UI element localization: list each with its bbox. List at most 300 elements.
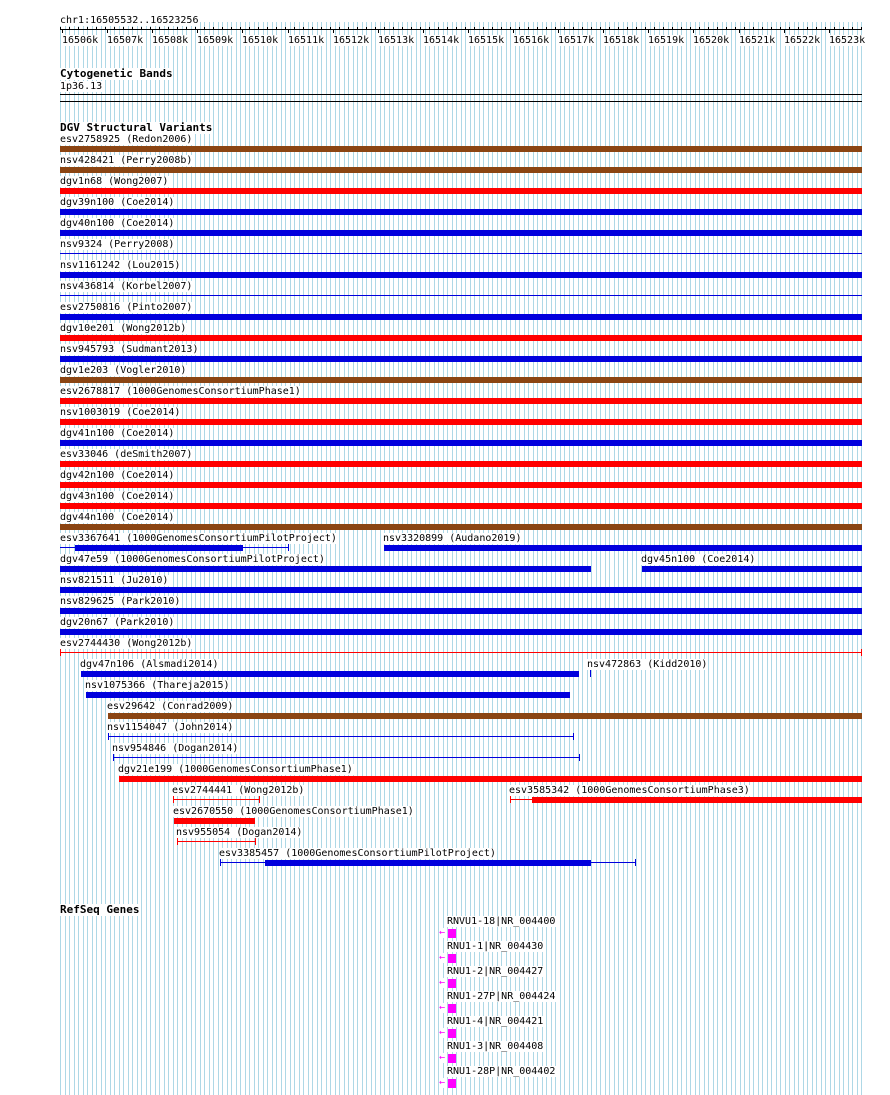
variant-label[interactable]: esv3385457 (1000GenomesConsortiumPilotProject) <box>219 848 496 859</box>
ruler-tick-label: 16514k <box>423 35 460 46</box>
ruler-tick <box>648 29 649 33</box>
grid-line <box>587 22 588 1095</box>
ruler-tick <box>468 29 469 33</box>
ruler-minor-tick <box>249 27 250 29</box>
ruler-tick-label: 16518k <box>603 35 640 46</box>
ruler-tick-label: 16517k <box>558 35 595 46</box>
grid-line <box>353 22 354 1095</box>
grid-line <box>506 22 507 1095</box>
ruler-minor-tick <box>402 27 403 29</box>
variant-bar[interactable] <box>60 188 862 194</box>
gene-label[interactable]: RNU1-28P|NR_004402 <box>447 1066 556 1077</box>
variant-label[interactable]: nsv821511 (Ju2010) <box>60 575 169 586</box>
variant-label[interactable]: dgv21e199 (1000GenomesConsortiumPhase1) <box>118 764 353 775</box>
gene-feature[interactable] <box>448 1079 456 1088</box>
gene-label[interactable]: RNU1-1|NR_004430 <box>447 941 544 952</box>
grid-line <box>434 22 435 1095</box>
gene-feature[interactable] <box>448 954 456 963</box>
ruler-minor-tick <box>546 27 547 29</box>
variant-label[interactable]: nsv955054 (Dogan2014) <box>176 827 303 838</box>
ruler-minor-tick <box>699 27 700 29</box>
ruler-minor-tick <box>744 27 745 29</box>
variant-bar[interactable] <box>119 776 862 782</box>
grid-line <box>785 22 786 1095</box>
variant-end-tick <box>255 838 256 845</box>
ruler-minor-tick <box>294 27 295 29</box>
ruler-minor-tick <box>537 27 538 29</box>
ruler-minor-tick <box>69 27 70 29</box>
ruler-minor-tick <box>834 27 835 29</box>
gene-label[interactable]: RNU1-2|NR_004427 <box>447 966 544 977</box>
variant-label[interactable]: dgv47e59 (1000GenomesConsortiumPilotProject) <box>60 554 325 565</box>
grid-line <box>569 22 570 1095</box>
grid-line <box>789 22 790 1095</box>
variant-bar[interactable] <box>60 272 862 278</box>
ruler-minor-tick <box>177 27 178 29</box>
grid-line <box>816 22 817 1095</box>
ruler-line <box>60 29 862 30</box>
grid-line <box>537 22 538 1095</box>
variant-bar[interactable] <box>60 230 862 236</box>
variant-end-tick <box>177 838 178 845</box>
variant-bar[interactable] <box>642 566 862 572</box>
variant-label[interactable]: dgv40n100 (Coe2014) <box>60 218 175 229</box>
grid-line <box>852 22 853 1095</box>
grid-line <box>564 22 565 1095</box>
variant-end-tick <box>590 670 591 677</box>
locus-label: chr1:16505532..16523256 <box>60 15 199 26</box>
ruler-minor-tick <box>807 27 808 29</box>
ruler-tick-label: 16521k <box>739 35 776 46</box>
ruler-minor-tick <box>456 27 457 29</box>
grid-line <box>573 22 574 1095</box>
variant-label[interactable]: nsv945793 (Sudmant2013) <box>60 344 199 355</box>
ruler-minor-tick <box>168 27 169 29</box>
grid-line <box>488 22 489 1095</box>
ruler-minor-tick <box>825 27 826 29</box>
track-title-refseq-genes[interactable]: RefSeq Genes <box>60 903 140 916</box>
variant-end-tick <box>510 796 511 803</box>
ruler-minor-tick <box>663 27 664 29</box>
ruler-tick <box>739 29 740 33</box>
grid-line <box>555 22 556 1095</box>
grid-line <box>407 22 408 1095</box>
ruler-tick <box>62 29 63 33</box>
variant-line[interactable] <box>60 253 862 254</box>
grid-line <box>605 22 606 1095</box>
grid-line <box>830 22 831 1095</box>
strand-arrow-icon: ← <box>439 1002 446 1013</box>
gene-label[interactable]: RNU1-4|NR_004421 <box>447 1016 544 1027</box>
ruler-minor-tick <box>213 27 214 29</box>
variant-end-tick <box>113 754 114 761</box>
ruler-tick-label: 16510k <box>242 35 279 46</box>
variant-bar[interactable] <box>60 608 862 614</box>
grid-line <box>515 22 516 1095</box>
track-title-dgv-structural-variants[interactable]: DGV Structural Variants <box>60 121 213 134</box>
ruler-minor-tick <box>132 27 133 29</box>
ruler-minor-tick <box>87 27 88 29</box>
variant-label[interactable]: nsv1075366 (Thareja2015) <box>85 680 230 691</box>
grid-line <box>614 22 615 1095</box>
variant-label[interactable]: dgv1n68 (Wong2007) <box>60 176 169 187</box>
grid-line <box>510 22 511 1095</box>
variant-label[interactable]: dgv47n106 (Alsmadi2014) <box>80 659 219 670</box>
variant-bar[interactable] <box>60 167 862 173</box>
ruler-minor-tick <box>420 27 421 29</box>
ruler-tick <box>107 29 108 33</box>
ruler-tick <box>333 29 334 33</box>
variant-label[interactable]: nsv829625 (Park2010) <box>60 596 181 607</box>
ruler-tick <box>152 29 153 33</box>
ruler-minor-tick <box>816 27 817 29</box>
grid-line <box>416 22 417 1095</box>
ruler-minor-tick <box>627 27 628 29</box>
variant-label[interactable]: nsv9324 (Perry2008) <box>60 239 175 250</box>
variant-line[interactable] <box>113 757 580 758</box>
variant-line[interactable] <box>177 841 256 842</box>
variant-bar[interactable] <box>60 482 862 488</box>
ruler-minor-tick <box>753 27 754 29</box>
cyto-band-bottom-border <box>60 101 862 102</box>
variant-label[interactable]: nsv436814 (Korbel2007) <box>60 281 193 292</box>
grid-line <box>411 22 412 1095</box>
variant-bar[interactable] <box>60 356 862 362</box>
ruler-minor-tick <box>204 27 205 29</box>
ruler-minor-tick <box>609 27 610 29</box>
variant-label[interactable]: esv2744430 (Wong2012b) <box>60 638 193 649</box>
variant-label[interactable]: nsv1003019 (Coe2014) <box>60 407 181 418</box>
grid-line <box>492 22 493 1095</box>
ruler-minor-tick <box>528 27 529 29</box>
variant-end-tick <box>635 859 636 866</box>
ruler-minor-tick <box>231 27 232 29</box>
grid-line <box>398 22 399 1095</box>
ruler-tick <box>693 29 694 33</box>
ruler-minor-tick <box>330 27 331 29</box>
variant-end-tick <box>259 796 260 803</box>
ruler-tick-label: 16512k <box>333 35 370 46</box>
variant-end-tick <box>573 733 574 740</box>
variant-label[interactable]: esv3585342 (1000GenomesConsortiumPhase3) <box>509 785 750 796</box>
ruler-minor-tick <box>114 27 115 29</box>
ruler-minor-tick <box>267 27 268 29</box>
gene-feature[interactable] <box>448 979 456 988</box>
ruler-minor-tick <box>78 27 79 29</box>
ruler-minor-tick <box>735 27 736 29</box>
grid-line <box>366 22 367 1095</box>
variant-end-tick <box>579 754 580 761</box>
ruler-minor-tick <box>582 27 583 29</box>
variant-label[interactable]: esv2678817 (1000GenomesConsortiumPhase1) <box>60 386 301 397</box>
variant-end-tick <box>173 796 174 803</box>
variant-bar[interactable] <box>174 818 255 824</box>
grid-line <box>857 22 858 1095</box>
ruler-minor-tick <box>222 27 223 29</box>
ruler-tick <box>829 29 830 33</box>
variant-line[interactable] <box>173 799 260 800</box>
variant-label[interactable]: dgv41n100 (Coe2014) <box>60 428 175 439</box>
strand-arrow-icon: ← <box>439 1077 446 1088</box>
variant-bar[interactable] <box>60 503 862 509</box>
ruler-minor-tick <box>861 27 862 29</box>
variant-bar[interactable] <box>60 587 862 593</box>
grid-line <box>623 22 624 1095</box>
variant-label[interactable]: nsv3320899 (Audano2019) <box>383 533 522 544</box>
grid-line <box>821 22 822 1095</box>
variant-end-tick <box>220 859 221 866</box>
ruler-minor-tick <box>672 27 673 29</box>
ruler-tick-label: 16513k <box>378 35 415 46</box>
ruler-minor-tick <box>60 27 61 29</box>
cyto-band-top-border <box>60 94 862 95</box>
variant-bar[interactable] <box>60 461 862 467</box>
ruler-minor-tick <box>681 27 682 29</box>
grid-line <box>578 22 579 1095</box>
ruler-tick <box>603 29 604 33</box>
grid-line <box>762 22 763 1095</box>
variant-label[interactable]: esv3367641 (1000GenomesConsortiumPilotProject) <box>60 533 337 544</box>
ruler-minor-tick <box>375 27 376 29</box>
grid-line <box>362 22 363 1095</box>
ruler-minor-tick <box>789 27 790 29</box>
variant-bar[interactable] <box>108 713 862 719</box>
ruler-tick <box>513 29 514 33</box>
variant-label[interactable]: dgv1e203 (Vogler2010) <box>60 365 187 376</box>
ruler-minor-tick <box>285 27 286 29</box>
ruler-minor-tick <box>510 27 511 29</box>
variant-bar[interactable] <box>60 398 862 404</box>
ruler-minor-tick <box>123 27 124 29</box>
grid-line <box>812 22 813 1095</box>
grid-line <box>474 22 475 1095</box>
grid-line <box>375 22 376 1095</box>
ruler-minor-tick <box>384 27 385 29</box>
ruler-minor-tick <box>438 27 439 29</box>
grid-line <box>843 22 844 1095</box>
variant-bar[interactable] <box>60 566 591 572</box>
ruler-minor-tick <box>483 27 484 29</box>
ruler-tick-label: 16516k <box>513 35 550 46</box>
variant-bar[interactable] <box>532 797 862 803</box>
grid-line <box>371 22 372 1095</box>
gene-feature[interactable] <box>448 929 456 938</box>
ruler-tick-label: 16508k <box>152 35 189 46</box>
grid-line <box>798 22 799 1095</box>
grid-line <box>600 22 601 1095</box>
variant-label[interactable]: dgv43n100 (Coe2014) <box>60 491 175 502</box>
ruler-minor-tick <box>591 27 592 29</box>
grid-line <box>839 22 840 1095</box>
variant-bar[interactable] <box>81 671 579 677</box>
grid-line <box>479 22 480 1095</box>
grid-line <box>771 22 772 1095</box>
variant-label[interactable]: dgv10e201 (Wong2012b) <box>60 323 187 334</box>
variant-bar[interactable] <box>60 146 862 152</box>
variant-label[interactable]: esv29642 (Conrad2009) <box>107 701 234 712</box>
ruler-minor-tick <box>321 27 322 29</box>
variant-line[interactable] <box>108 736 574 737</box>
strand-arrow-icon: ← <box>439 1027 446 1038</box>
grid-line <box>609 22 610 1095</box>
grid-line <box>501 22 502 1095</box>
ruler-minor-tick <box>771 27 772 29</box>
variant-bar[interactable] <box>384 545 862 551</box>
ruler-minor-tick <box>636 27 637 29</box>
variant-bar[interactable] <box>86 692 570 698</box>
grid-line <box>776 22 777 1095</box>
grid-line <box>425 22 426 1095</box>
grid-line <box>848 22 849 1095</box>
ruler-minor-tick <box>312 27 313 29</box>
ruler-minor-tick <box>186 27 187 29</box>
variant-label[interactable]: nsv954846 (Dogan2014) <box>112 743 239 754</box>
ruler-minor-tick <box>195 27 196 29</box>
gene-feature[interactable] <box>448 1054 456 1063</box>
variant-label[interactable]: esv33046 (deSmith2007) <box>60 449 193 460</box>
grid-line <box>497 22 498 1095</box>
grid-line <box>380 22 381 1095</box>
ruler-minor-tick <box>105 27 106 29</box>
variant-label[interactable]: nsv1154047 (John2014) <box>107 722 234 733</box>
grid-line <box>389 22 390 1095</box>
variant-end-tick <box>60 649 61 656</box>
ruler-minor-tick <box>339 27 340 29</box>
grid-line <box>546 22 547 1095</box>
variant-bar[interactable] <box>60 524 862 530</box>
ruler-tick-label: 16507k <box>107 35 144 46</box>
ruler-minor-tick <box>618 27 619 29</box>
grid-line <box>456 22 457 1095</box>
ruler-minor-tick <box>258 27 259 29</box>
variant-label[interactable]: dgv20n67 (Park2010) <box>60 617 175 628</box>
ruler-tick <box>242 29 243 33</box>
grid-line <box>393 22 394 1095</box>
ruler-minor-tick <box>474 27 475 29</box>
ruler-minor-tick <box>411 27 412 29</box>
grid-line <box>560 22 561 1095</box>
grid-line <box>834 22 835 1095</box>
variant-bar[interactable] <box>60 629 862 635</box>
grid-line <box>551 22 552 1095</box>
ruler-tick-label: 16515k <box>468 35 505 46</box>
variant-bar[interactable] <box>265 860 591 866</box>
grid-line <box>420 22 421 1095</box>
variant-label[interactable]: esv2758925 (Redon2006) <box>60 134 193 145</box>
variant-label[interactable]: dgv39n100 (Coe2014) <box>60 197 175 208</box>
grid-line <box>429 22 430 1095</box>
variant-line[interactable] <box>60 295 862 296</box>
grid-line <box>483 22 484 1095</box>
variant-bar[interactable] <box>60 335 862 341</box>
ruler-tick-label: 16506k <box>62 35 99 46</box>
variant-label[interactable]: esv2670550 (1000GenomesConsortiumPhase1) <box>173 806 414 817</box>
grid-line <box>794 22 795 1095</box>
variant-label[interactable]: dgv44n100 (Coe2014) <box>60 512 175 523</box>
strand-arrow-icon: ← <box>439 977 446 988</box>
grid-line <box>528 22 529 1095</box>
grid-line <box>542 22 543 1095</box>
ruler-minor-tick <box>852 27 853 29</box>
variant-label[interactable]: esv2744441 (Wong2012b) <box>172 785 305 796</box>
variant-bar[interactable] <box>60 377 862 383</box>
ruler-tick <box>558 29 559 33</box>
ruler-minor-tick <box>843 27 844 29</box>
variant-end-tick <box>861 649 862 656</box>
grid-line <box>330 22 331 1095</box>
gene-label[interactable]: RNU1-27P|NR_004424 <box>447 991 556 1002</box>
variant-bar[interactable] <box>60 419 862 425</box>
ruler-tick-label: 16523k <box>829 35 866 46</box>
variant-bar[interactable] <box>60 314 862 320</box>
gene-feature[interactable] <box>448 1029 456 1038</box>
ruler-minor-tick <box>780 27 781 29</box>
ruler-minor-tick <box>240 27 241 29</box>
ruler-minor-tick <box>429 27 430 29</box>
ruler-minor-tick <box>303 27 304 29</box>
ruler-minor-tick <box>348 27 349 29</box>
grid-line <box>339 22 340 1095</box>
variant-label[interactable]: dgv45n100 (Coe2014) <box>641 554 756 565</box>
ruler-minor-tick <box>492 27 493 29</box>
variant-label[interactable]: nsv1161242 (Lou2015) <box>60 260 181 271</box>
grid-line <box>632 22 633 1095</box>
grid-line <box>384 22 385 1095</box>
gene-label[interactable]: RNVU1-18|NR_004400 <box>447 916 556 927</box>
grid-line <box>344 22 345 1095</box>
grid-line <box>335 22 336 1095</box>
ruler-minor-tick <box>150 27 151 29</box>
gene-feature[interactable] <box>448 1004 456 1013</box>
grid-line <box>524 22 525 1095</box>
ruler-tick-label: 16511k <box>288 35 325 46</box>
track-title-cytogenetic-bands[interactable]: Cytogenetic Bands <box>60 67 173 80</box>
variant-line[interactable] <box>60 652 862 653</box>
grid-line <box>803 22 804 1095</box>
variant-end-tick <box>108 733 109 740</box>
ruler-tick <box>423 29 424 33</box>
ruler-tick <box>378 29 379 33</box>
ruler-minor-tick <box>555 27 556 29</box>
gene-label[interactable]: RNU1-3|NR_004408 <box>447 1041 544 1052</box>
variant-bar[interactable] <box>60 209 862 215</box>
variant-label[interactable]: nsv472863 (Kidd2010) <box>587 659 708 670</box>
ruler-minor-tick <box>519 27 520 29</box>
ruler-minor-tick <box>690 27 691 29</box>
ruler-minor-tick <box>708 27 709 29</box>
variant-bar[interactable] <box>75 545 243 551</box>
ruler-minor-tick <box>393 27 394 29</box>
variant-label[interactable]: dgv42n100 (Coe2014) <box>60 470 175 481</box>
grid-line <box>465 22 466 1095</box>
grid-line <box>357 22 358 1095</box>
variant-label[interactable]: nsv428421 (Perry2008b) <box>60 155 193 166</box>
ruler-minor-tick <box>357 27 358 29</box>
strand-arrow-icon: ← <box>439 1052 446 1063</box>
variant-label[interactable]: esv2750816 (Pinto2007) <box>60 302 193 313</box>
grid-line <box>402 22 403 1095</box>
grid-line <box>780 22 781 1095</box>
ruler-minor-tick <box>573 27 574 29</box>
grid-line <box>519 22 520 1095</box>
grid-line <box>618 22 619 1095</box>
ruler-tick <box>288 29 289 33</box>
grid-line <box>767 22 768 1095</box>
variant-bar[interactable] <box>60 440 862 446</box>
grid-line <box>470 22 471 1095</box>
ruler-tick-label: 16509k <box>197 35 234 46</box>
ruler-minor-tick <box>798 27 799 29</box>
